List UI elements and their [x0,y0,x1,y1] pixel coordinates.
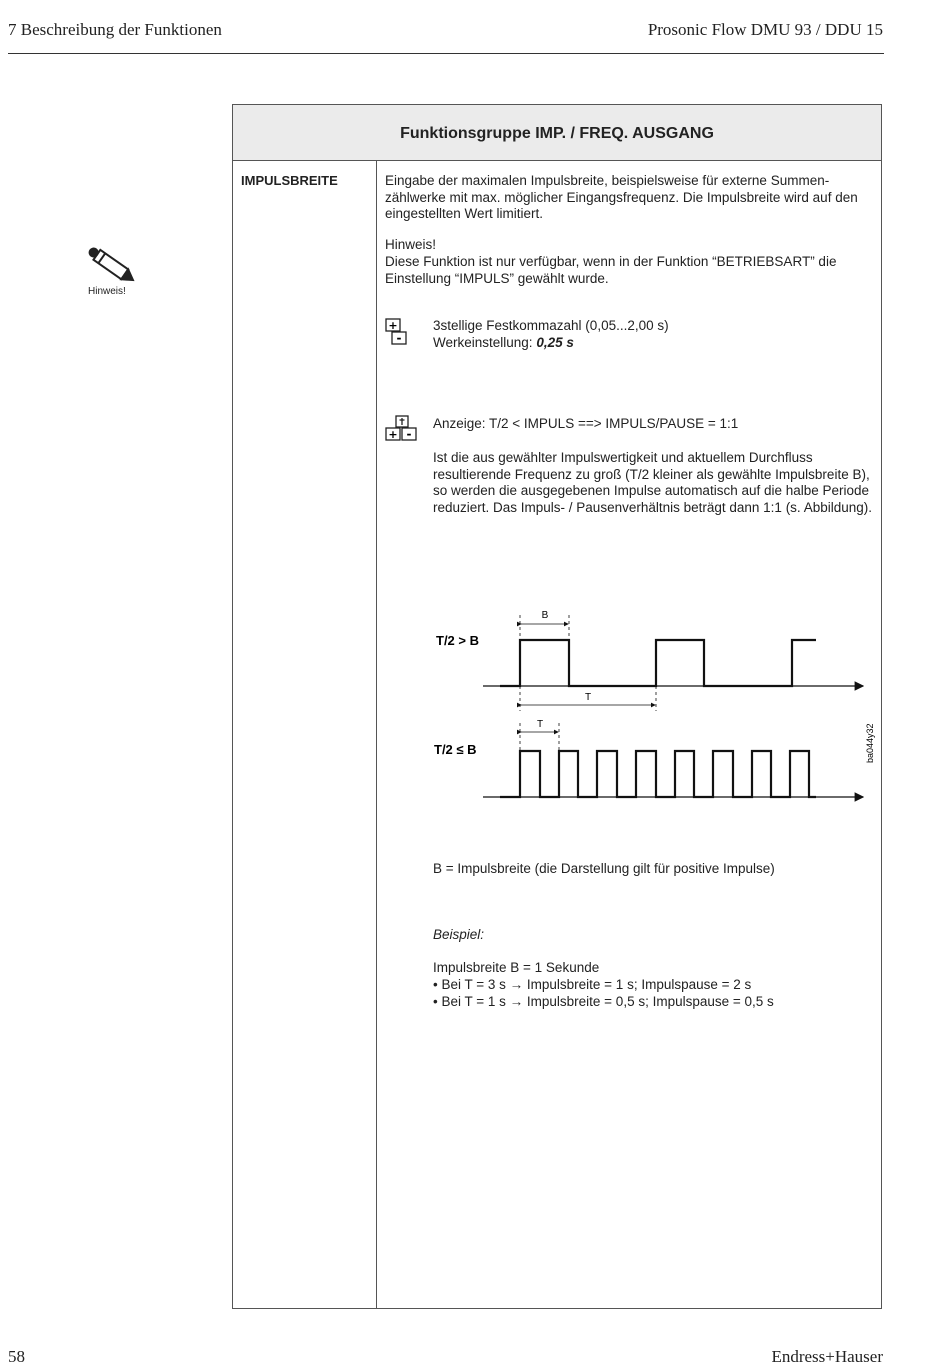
figure-code: ba044y32 [865,723,875,763]
label-t-half-gt-b: T/2 > B [436,633,479,648]
svg-text:-: - [396,331,402,345]
table-title: Funktionsgruppe IMP. / FREQ. AUSGANG [400,125,714,142]
svg-text:-: - [406,427,412,441]
hint-text: Diese Funktion ist nur verfügbar, wenn in der Funktion “BETRIEBSART” die Einstellung “IMPULS” gewählt wurde. [385,254,837,286]
hint-title: Hinweis! [385,237,437,252]
display-text: Ist die aus gewählter Impulswertigkeit und aktuellem Durchfluss resultierende Frequenz zu groß (T/2 kleiner als gewählte Impulsbreite B), so werden die ausgegebenen Impulse automatisch auf die halbe Periode reduziert. Das Impuls- / Pausenverhältnis beträgt dann 1:1 (s. Abbildung). [433,450,872,515]
input-format: 3stellige Festkommazahl (0,05...2,00 s) [433,318,669,333]
pulse-train-bottom [500,751,816,797]
page-number: 58 [8,1347,25,1366]
brand-name: Endress+Hauser [771,1347,883,1366]
product-title: Prosonic Flow DMU 93 / DDU 15 [647,20,883,39]
note-label: Hinweis! [88,286,126,297]
pulse-diagram [428,605,878,815]
dim-t-top-label: T [584,692,592,703]
chapter-title: 7 Beschreibung der Funktionen [8,20,222,39]
display-keys-icon [385,415,419,443]
header-rule [8,53,884,54]
dim-t-bottom-label: T [536,719,544,730]
example-title: Beispiel: [433,927,485,942]
factory-setting-value: 0,25 s [536,335,574,350]
svg-text:+: + [388,428,398,441]
function-table [232,104,882,1309]
function-name: IMPULSBREITE [241,173,338,188]
plus-minus-keys-icon [385,318,409,348]
label-t-half-le-b: T/2 ≤ B [434,742,477,757]
pulse-train-top [500,640,816,686]
example-bullet: • Bei T = 1 s → Impulsbreite = 0,5 s; Impulspause = 0,5 s [433,994,774,1009]
column-divider [376,161,377,1308]
intro-text: Eingabe der maximalen Impulsbreite, beispielsweise für externe Summen-zählwerke mit max. möglicher Eingangsfrequenz. Die Impulsbreite wird auf den eingestellten Wert limitiert. [385,173,858,221]
diagram-caption: B = Impulsbreite (die Darstellung gilt für positive Impulse) [433,861,775,876]
display-line: Anzeige: T/2 < IMPULS ==> IMPULS/PAUSE = 1:1 [433,416,739,431]
dim-b-label: B [541,610,549,621]
table-header [233,105,881,161]
factory-setting [433,335,574,352]
example-bullet: • Bei T = 3 s → Impulsbreite = 1 s; Impulspause = 2 s [433,977,752,992]
factory-setting-label: Werkeinstellung: [433,335,537,350]
svg-text:+: + [388,319,398,332]
example-line: Impulsbreite B = 1 Sekunde [433,960,600,975]
